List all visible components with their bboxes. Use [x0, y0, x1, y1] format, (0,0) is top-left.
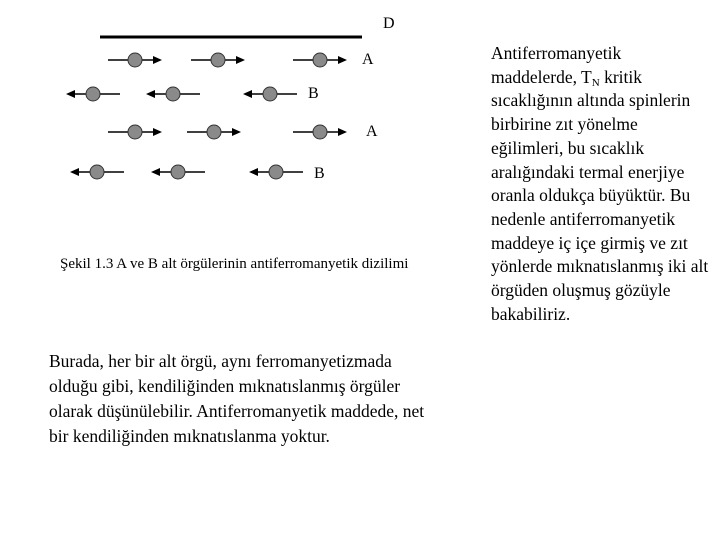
atom	[313, 125, 327, 139]
label-d: D	[383, 15, 395, 32]
atom	[269, 165, 283, 179]
spin-arrow-head	[146, 90, 155, 98]
atom	[263, 87, 277, 101]
label-row3-a: A	[366, 123, 378, 140]
label-row1-a: A	[362, 51, 374, 68]
sublattice-b-row-1	[66, 87, 297, 101]
spin-arrow-head	[236, 56, 245, 64]
body-paragraph: Burada, her bir alt örgü, aynı ferromanyetizmada olduğu gibi, kendiliğinden mıknatıslanmış örgüler olarak düşünülebilir. Antiferromanyetik maddede, net bir kendiliğinden mıknatıslanma yoktur.	[49, 351, 425, 446]
spin-arrow-head	[338, 128, 347, 136]
spin-arrow-head	[338, 56, 347, 64]
spin-arrow-head	[153, 56, 162, 64]
sublattice-a-row-2	[108, 125, 347, 139]
atom	[90, 165, 104, 179]
spin-arrow-head	[153, 128, 162, 136]
spin-arrow-head	[243, 90, 252, 98]
spin-arrow-head	[66, 90, 75, 98]
side-paragraph-subscript: N	[591, 76, 600, 89]
atom	[86, 87, 100, 101]
figure-caption: Şekil 1.3 A ve B alt örgülerinin antiferromanyetik dizilimi	[60, 256, 409, 272]
atom	[166, 87, 180, 101]
atom	[128, 125, 142, 139]
spin-arrow-head	[151, 168, 160, 176]
atom	[128, 53, 142, 67]
atom	[171, 165, 185, 179]
spin-arrow-head	[70, 168, 79, 176]
sublattice-a-row-1	[108, 53, 347, 67]
sublattice-b-row-2	[70, 165, 303, 179]
side-paragraph-part2: kritik sıcaklığının altında spinlerin birbirine zıt yönelme eğilimleri, bu sıcaklık aralığındaki termal enerjiye oranla oldukça büyüktür. Bu nedenle antiferromanyetik maddeye iç içe girmiş ve zıt yönlerde mıknatıslanmış iki alt örgüden oluşmuş gözüyle bakabiliriz.	[491, 66, 709, 324]
spin-arrow-head	[249, 168, 258, 176]
atom	[313, 53, 327, 67]
label-row2-b: B	[308, 85, 319, 102]
side-paragraph	[491, 42, 711, 326]
atom	[211, 53, 225, 67]
label-row4-b: B	[314, 165, 325, 182]
atom	[207, 125, 221, 139]
spin-arrow-head	[232, 128, 241, 136]
side-paragraph-part1: Antiferromanyetik maddelerde, T	[491, 43, 622, 87]
